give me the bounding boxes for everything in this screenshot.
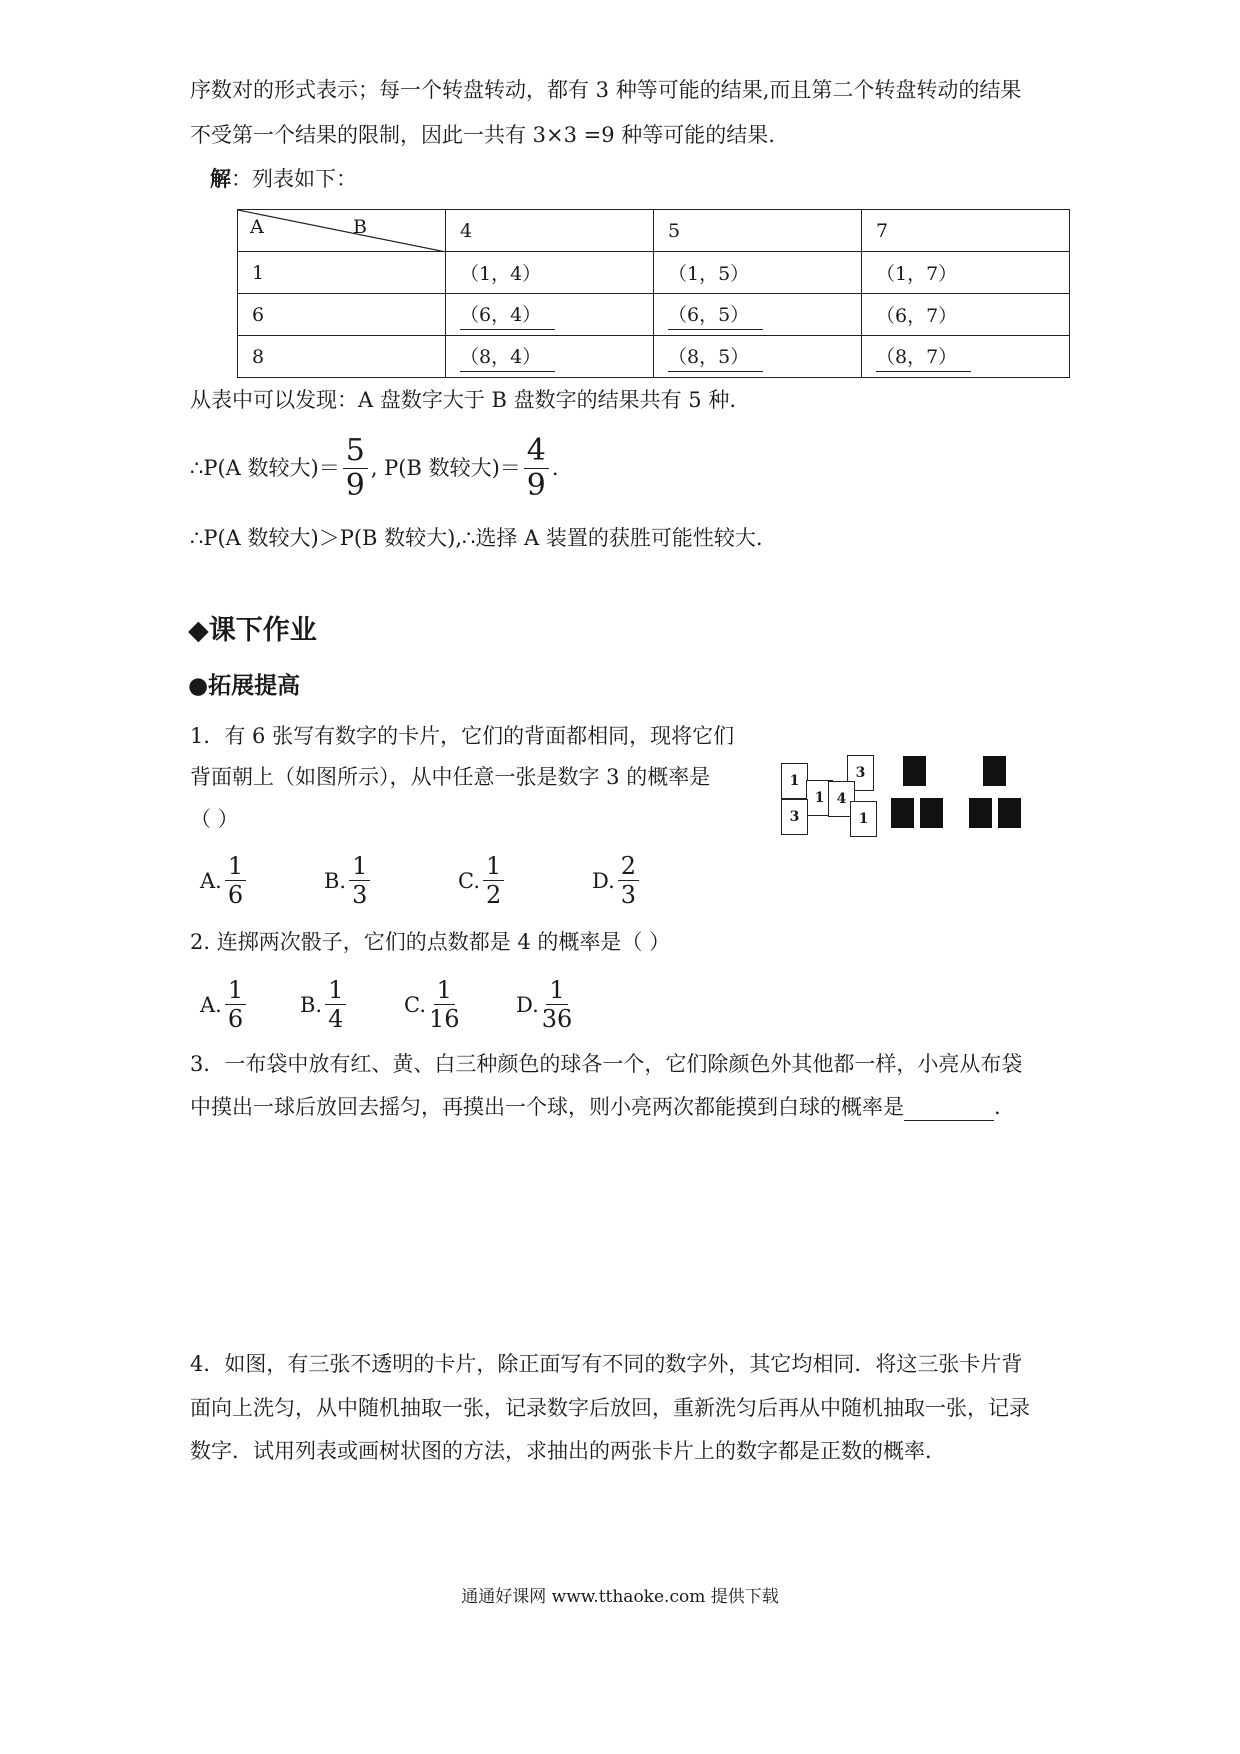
card-front: 3	[847, 755, 874, 791]
table-cell: （1，7）	[862, 252, 1070, 294]
option-fraction	[483, 852, 504, 909]
option-fraction	[225, 852, 246, 909]
option-fraction	[349, 852, 370, 909]
intro-line-1: 序数对的形式表示；每一个转盘转动，都有 3 种等可能的结果,而且第二个转盘转动的结果	[190, 78, 1022, 102]
table-cell	[654, 336, 862, 378]
cell-value: （8，7）	[876, 342, 971, 372]
conclusion-find: 从表中可以发现：A 盘数字大于 B 盘数字的结果共有 5 种.	[190, 388, 737, 412]
conclusion-final: ∴P(A 数较大)＞P(B 数较大),∴选择 A 装置的获胜可能性较大.	[190, 526, 763, 550]
option-fraction	[542, 976, 573, 1033]
fraction-numerator: 1	[225, 976, 246, 1005]
fraction-five-ninths	[343, 434, 368, 503]
fraction-denominator: 6	[227, 1005, 244, 1033]
q4-line-3: 数字．试用列表或画树状图的方法，求抽出的两张卡片上的数字都是正数的概率．	[190, 1439, 946, 1463]
card-back	[969, 798, 992, 828]
column-header: 5	[654, 210, 862, 252]
outcome-table	[237, 209, 1070, 378]
option-letter: B.	[324, 868, 347, 893]
fraction-denominator: 2	[486, 881, 502, 909]
corner-label-a: A	[250, 216, 264, 238]
option-fraction	[225, 976, 246, 1033]
fraction-numerator: 1	[546, 976, 567, 1005]
table-row	[238, 294, 1070, 336]
option-d[interactable]	[516, 976, 575, 1033]
table-row	[238, 336, 1070, 378]
option-fraction	[618, 852, 639, 909]
row-label: 1	[238, 252, 446, 294]
column-header: 7	[862, 210, 1070, 252]
q3-line-2	[190, 1093, 1001, 1121]
option-a[interactable]	[200, 976, 300, 1033]
fraction-numerator: 1	[434, 976, 455, 1005]
q2-text: 2. 连掷两次骰子，它们的点数都是 4 的概率是（ ）	[190, 930, 671, 954]
p-b-label: , P(B 数较大)＝	[370, 456, 521, 480]
option-letter: A.	[200, 868, 222, 893]
card-back	[891, 798, 914, 828]
fraction-four-ninths	[524, 434, 549, 503]
card-back	[920, 798, 943, 828]
table-cell	[446, 336, 654, 378]
column-header: 4	[446, 210, 654, 252]
option-letter: D.	[516, 992, 539, 1017]
q3-line-1: 3．一布袋中放有红、黄、白三种颜色的球各一个，它们除颜色外其他都一样，小亮从布袋	[190, 1052, 1023, 1076]
card-front: 4	[828, 781, 855, 817]
fraction-denominator: 3	[352, 881, 368, 909]
table-cell: （1，4）	[446, 252, 654, 294]
cell-value: （6，5）	[668, 300, 763, 330]
solution-line	[210, 165, 357, 193]
p-end: .	[551, 456, 559, 480]
homework-heading: ◆课下作业	[188, 615, 317, 646]
fraction-numerator: 1	[325, 976, 346, 1005]
q1-options	[200, 852, 642, 909]
fraction-numerator: 1	[349, 852, 370, 881]
card-front: 1	[850, 801, 877, 837]
q2-options	[200, 976, 575, 1033]
option-letter: C.	[404, 992, 426, 1017]
solution-label: 解	[210, 166, 231, 191]
q4-line-1: 4．如图，有三张不透明的卡片，除正面写有不同的数字外，其它均相同．将这三张卡片背	[190, 1352, 1023, 1376]
option-d[interactable]	[592, 852, 642, 909]
q4-line-2: 面向上洗匀，从中随机抽取一张，记录数字后放回，重新洗匀后再从中随机抽取一张，记录	[190, 1396, 1030, 1420]
option-letter: B.	[300, 992, 323, 1017]
q1-line-1: 1．有 6 张写有数字的卡片，它们的背面都相同，现将它们	[190, 724, 735, 748]
fraction-denominator: 9	[345, 467, 365, 503]
table-cell	[654, 294, 862, 336]
option-c[interactable]	[458, 852, 592, 909]
fraction-numerator: 2	[618, 852, 639, 881]
corner-label-b: B	[353, 216, 367, 238]
fraction-denominator: 6	[227, 881, 244, 909]
table-header-row	[238, 210, 1070, 252]
q1-line-3: （ ）	[190, 807, 239, 831]
card-back	[983, 756, 1006, 786]
row-label: 6	[238, 294, 446, 336]
cell-value: （8，5）	[668, 342, 763, 372]
table-cell: （1，5）	[654, 252, 862, 294]
table-cell: （6，7）	[862, 294, 1070, 336]
table-cell	[862, 336, 1070, 378]
fraction-numerator: 1	[483, 852, 504, 881]
fraction-numerator: 1	[225, 852, 246, 881]
option-b[interactable]	[300, 976, 404, 1033]
table-corner-cell	[238, 210, 446, 252]
p-a-label: ∴P(A 数较大)＝	[190, 456, 340, 480]
option-c[interactable]	[404, 976, 516, 1033]
option-letter: A.	[200, 992, 222, 1017]
card-front: 1	[806, 780, 833, 816]
fraction-numerator: 4	[524, 434, 549, 469]
intro-line-2: 不受第一个结果的限制，因此一共有 3×3 =9 种等可能的结果.	[190, 123, 775, 147]
probability-line	[190, 432, 559, 504]
row-label: 8	[238, 336, 446, 378]
card-front: 3	[781, 799, 808, 835]
cell-value: （6，4）	[460, 300, 555, 330]
page-footer: 通通好课网 www.tthaoke.com 提供下载	[461, 1587, 779, 1607]
fraction-denominator: 9	[526, 467, 546, 503]
fraction-numerator: 5	[343, 434, 368, 469]
fraction-denominator: 3	[620, 881, 637, 909]
table-cell	[446, 294, 654, 336]
answer-blank[interactable]	[904, 1098, 994, 1121]
option-a[interactable]	[200, 852, 324, 909]
option-letter: C.	[458, 868, 480, 893]
q3-line-2-end: .	[994, 1095, 1001, 1119]
diagonal-line	[238, 210, 446, 252]
card-front: 1	[781, 763, 808, 799]
solution-text: ：列表如下：	[231, 167, 357, 191]
fraction-denominator: 36	[541, 1005, 573, 1033]
fraction-denominator: 16	[429, 1005, 460, 1033]
table-row	[238, 252, 1070, 294]
fraction-denominator: 4	[328, 1005, 344, 1033]
option-fraction	[325, 976, 346, 1033]
option-fraction	[429, 976, 460, 1033]
q3-line-2-text: 中摸出一球后放回去摇匀，再摸出一个球，则小亮两次都能摸到白球的概率是	[190, 1095, 904, 1119]
option-b[interactable]	[324, 852, 458, 909]
cell-value: （8，4）	[460, 342, 555, 372]
option-letter: D.	[592, 868, 615, 893]
homework-subheading: ●拓展提高	[188, 672, 301, 699]
card-back	[903, 756, 926, 786]
q1-line-2: 背面朝上（如图所示），从中任意一张是数字 3 的概率是	[190, 765, 711, 789]
card-back	[998, 798, 1021, 828]
